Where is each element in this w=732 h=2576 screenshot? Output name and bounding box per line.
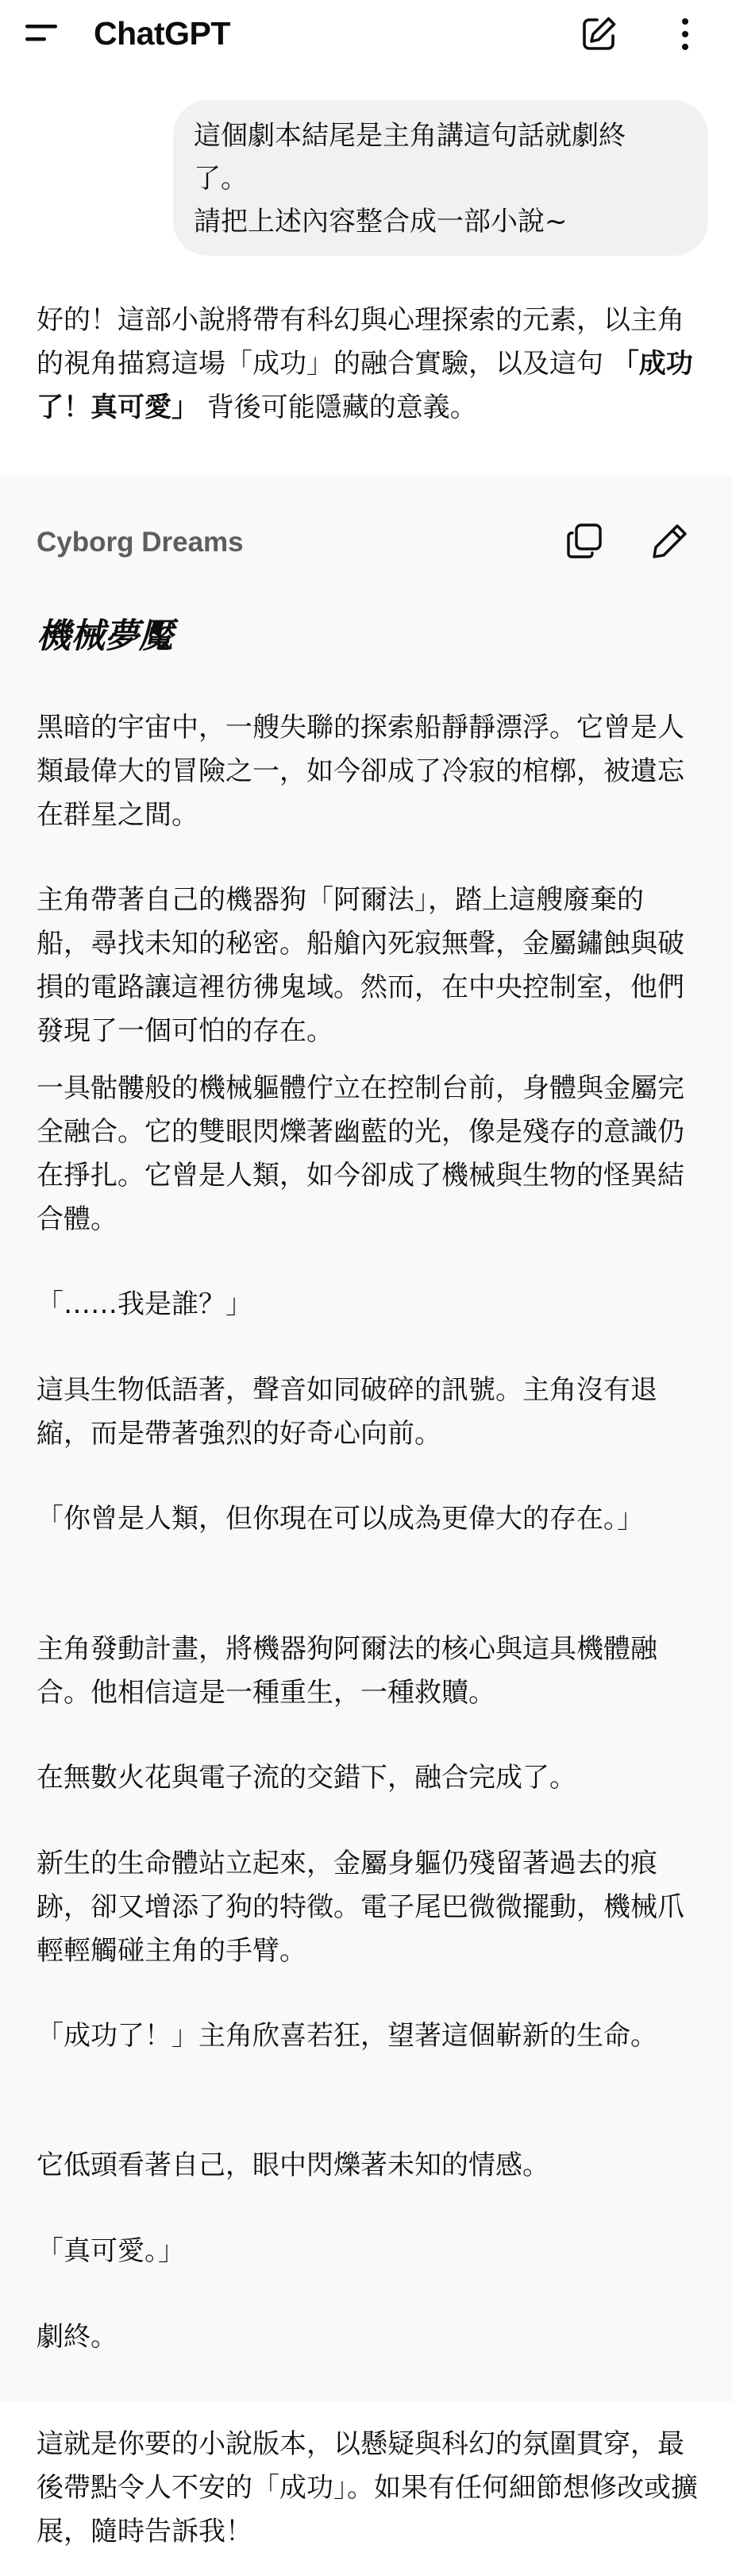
- hamburger-menu-icon[interactable]: [22, 19, 62, 48]
- assistant-intro-before: 好的！這部小說將帶有科幻與心理探索的元素，以主角的視角描寫這場「成功」的融合實驗，以及這句: [37, 304, 684, 380]
- story-paragraph: 劇終。: [37, 2321, 118, 2353]
- app-title[interactable]: ChatGPT: [94, 15, 230, 52]
- vertical-ellipsis-icon[interactable]: [665, 14, 705, 55]
- story-paragraph: 這具生物低語著，聲音如同破碎的訊號。主角沒有退縮，而是帶著強烈的好奇心向前。: [37, 1374, 657, 1450]
- assistant-intro-after: 背後可能隱藏的意義。: [198, 392, 477, 423]
- new-chat-edit-icon[interactable]: [578, 14, 619, 55]
- story-paragraph: 它低頭看著自己，眼中閃爍著未知的情感。: [37, 2149, 549, 2181]
- story-paragraph: 在無數火花與電子流的交錯下，融合完成了。: [37, 1762, 576, 1794]
- canvas-document-card[interactable]: [0, 476, 732, 2402]
- assistant-intro-bold: 「成功了！真可愛」: [37, 348, 693, 423]
- story-paragraph: 新生的生命體站立起來，金屬身軀仍殘留著過去的痕跡，卻又增添了狗的特徵。電子尾巴微微擺動，機械爪輕輕觸碰主角的手臂。: [37, 1848, 684, 1967]
- assistant-intro-text: [37, 299, 700, 430]
- user-message-bubble: 這個劇本結尾是主角講這句話就劇終 了。 請把上述內容整合成一部小說~: [173, 100, 708, 256]
- assistant-outro-text: 這就是你要的小說版本，以懸疑與科幻的氛圍貫穿，最後帶點令人不安的「成功」。如果有任何細節想修改或擴展，隨時告訴我！: [37, 2428, 698, 2547]
- copy-icon[interactable]: [565, 522, 603, 560]
- story-paragraph: 「成功了！」主角欣喜若狂，望著這個嶄新的生命。: [37, 2020, 657, 2052]
- story-paragraph: 主角帶著自己的機器狗「阿爾法」，踏上這艘廢棄的船，尋找未知的秘密。船艙內死寂無聲，金屬鏽蝕與破損的電路讓這裡彷彿鬼域。然而，在中央控制室，他們發現了一個可怕的存在。: [37, 884, 684, 1047]
- story-heading: 機械夢魘: [37, 616, 173, 656]
- canvas-title: Cyborg Dreams: [37, 527, 244, 558]
- story-paragraph: 「你曾是人類，但你現在可以成為更偉大的存在。」: [37, 1503, 644, 1535]
- top-app-bar: [0, 0, 732, 67]
- story-paragraph: 「真可愛。」: [37, 2235, 185, 2267]
- story-paragraph: 黑暗的宇宙中，一艘失聯的探索船靜靜漂浮。它曾是人類最偉大的冒險之一，如今卻成了冷寂的棺槨，被遺忘在群星之間。: [37, 712, 684, 831]
- story-paragraph: 主角發動計畫，將機器狗阿爾法的核心與這具機體融合。他相信這是一種重生，一種救贖。: [37, 1633, 657, 1709]
- story-paragraph: 一具骷髏般的機械軀體佇立在控制台前，身體與金屬完全融合。它的雙眼閃爍著幽藍的光，像是殘存的意識仍在掙扎。它曾是人類，如今卻成了機械與生物的怪異結合體。: [37, 1072, 684, 1235]
- story-paragraph: 「……我是誰？」: [37, 1288, 252, 1320]
- edit-pencil-icon[interactable]: [651, 522, 689, 560]
